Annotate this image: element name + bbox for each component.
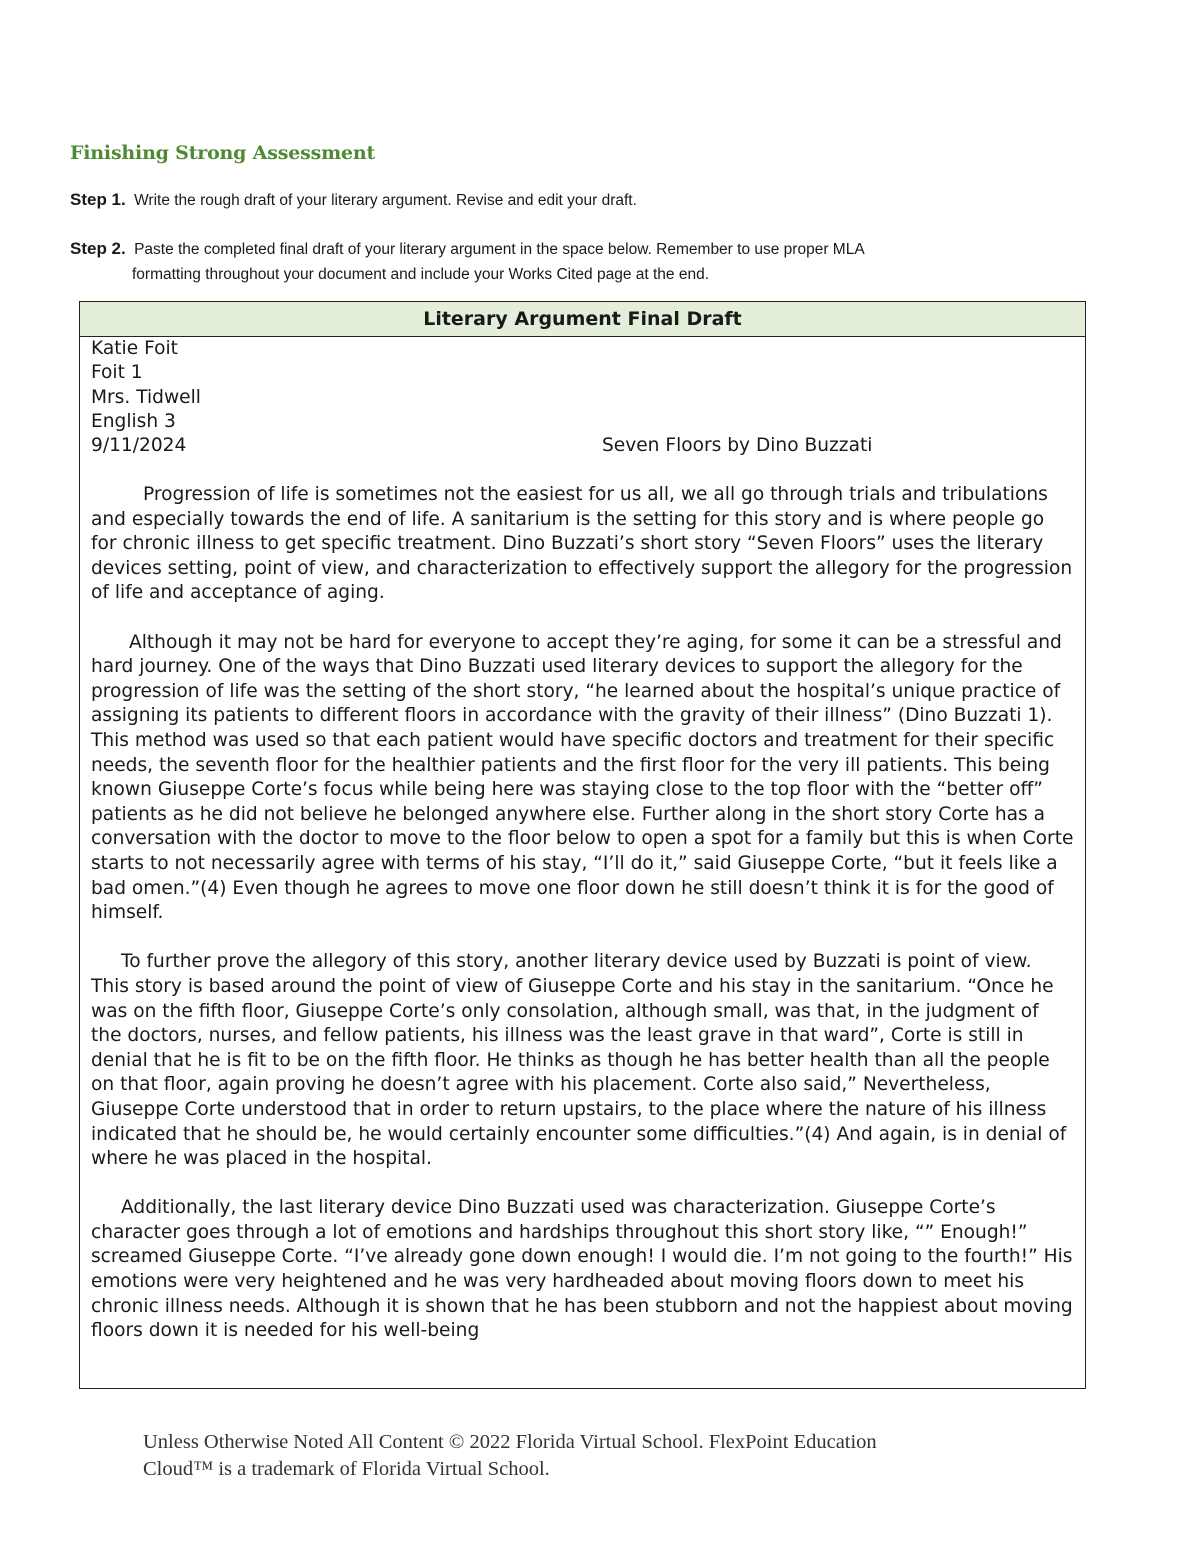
step-text: Paste the completed final draft of your literary argument in the space below. Remember to use proper MLA xyxy=(134,241,865,258)
essay-paragraph: Progression of life is sometimes not the easiest for us all, we all go through trials and tribulations and especially towards the end of life. A sanitarium is the setting for this story and is where people go for chronic illness to get specific treatment. Dino Buzzati’s short story “Seven Floors” uses the literary devices setting, point of view, and characterization to effectively support the allegory for the progression of life and acceptance of aging. xyxy=(91,484,1073,604)
footer-line: Cloud™ is a trademark of Florida Virtual School. xyxy=(143,1458,550,1480)
page-title: Finishing Strong Assessment xyxy=(70,142,376,164)
step-label: Step 2. xyxy=(70,239,126,258)
table-header: Literary Argument Final Draft xyxy=(80,302,1085,337)
page-number-header: Foit 1 xyxy=(91,362,143,384)
step-text: Write the rough draft of your literary argument. Revise and edit your draft. xyxy=(134,192,637,209)
course-name: English 3 xyxy=(91,410,176,432)
date-title-row xyxy=(91,434,1075,458)
footer-line: Unless Otherwise Noted All Content © 2022 Florida Virtual School. FlexPoint Education xyxy=(143,1431,877,1453)
essay-paragraph: Additionally, the last literary device Dino Buzzati used was characterization. Giuseppe Corte’s character goes through a lot of emotions and hardships throughout this short story like, “” Enough!” screamed Giuseppe Corte. “I’ve already gone down enough! I would die. I’m not going to the fourth!” His emotions were very heightened and he was very hardheaded about moving floors down to meet his chronic illness needs. Although it is shown that he has been stubborn and not the happiest about moving floors down it is needed for his well-being xyxy=(91,1197,1073,1342)
draft-text-area[interactable] xyxy=(80,337,1085,1344)
essay-paragraph: Although it may not be hard for everyone to accept they’re aging, for some it can be a stressful and hard journey. One of the ways that Dino Buzzati used literary devices to support the allegory for the progression of life was the setting of the short story, “he learned about the hospital’s unique practice of assigning its patients to different floors in accordance with the gravity of their illness” (Dino Buzzati 1). This method was used so that each patient would have specific doctors and treatment for their specific needs, the seventh floor for the healthier patients and the first floor for the very ill patients. This being known Giuseppe Corte’s focus while being here was staying close to the top floor with the “better off” patients as he did not believe he belonged anywhere else. Further along in the short story Corte has a conversation with the doctor to move to the floor below to open a spot for a family but this is when Corte starts to not necessarily agree with terms of his stay, “I’ll do it,” said Giuseppe Corte, “but it feels like a bad omen.”(4) Even though he agrees to move one floor down he still doesn’t think it is for the good of himself. xyxy=(91,631,1074,924)
essay-paragraph: To further prove the allegory of this story, another literary device used by Buzzati is point of view. This story is based around the point of view of Giuseppe Corte and his stay in the sanitarium. “Once he was on the fifth floor, Giuseppe Corte’s only consolation, although small, was that, in the judgment of the doctors, nurses, and fellow patients, his illness was the least grave in that ward”, Corte is still in denial that he is fit to be on the fifth floor. He thinks as though he has better health than all the people on that floor, again proving he doesn’t agree with his placement. Corte also said,” Nevertheless, Giuseppe Corte understood that in order to return upstairs, to the place where the nature of his illness indicated that he should be, he would certainly encounter some difficulties.”(4) And again, is in denial of where he was placed in the hospital. xyxy=(91,951,1067,1170)
copyright-footer xyxy=(143,1429,1043,1483)
step-1-instruction xyxy=(70,187,637,213)
essay-title: Seven Floors by Dino Buzzati xyxy=(602,435,873,457)
teacher-name: Mrs. Tidwell xyxy=(91,386,201,408)
step-text-continuation: formatting throughout your document and include your Works Cited page at the end. xyxy=(132,266,710,283)
step-label: Step 1. xyxy=(70,190,126,209)
student-name: Katie Foit xyxy=(91,338,178,359)
mla-heading xyxy=(91,337,1075,458)
essay-date: 9/11/2024 xyxy=(91,435,187,457)
final-draft-table xyxy=(79,301,1086,1389)
step-2-instruction xyxy=(70,236,865,287)
